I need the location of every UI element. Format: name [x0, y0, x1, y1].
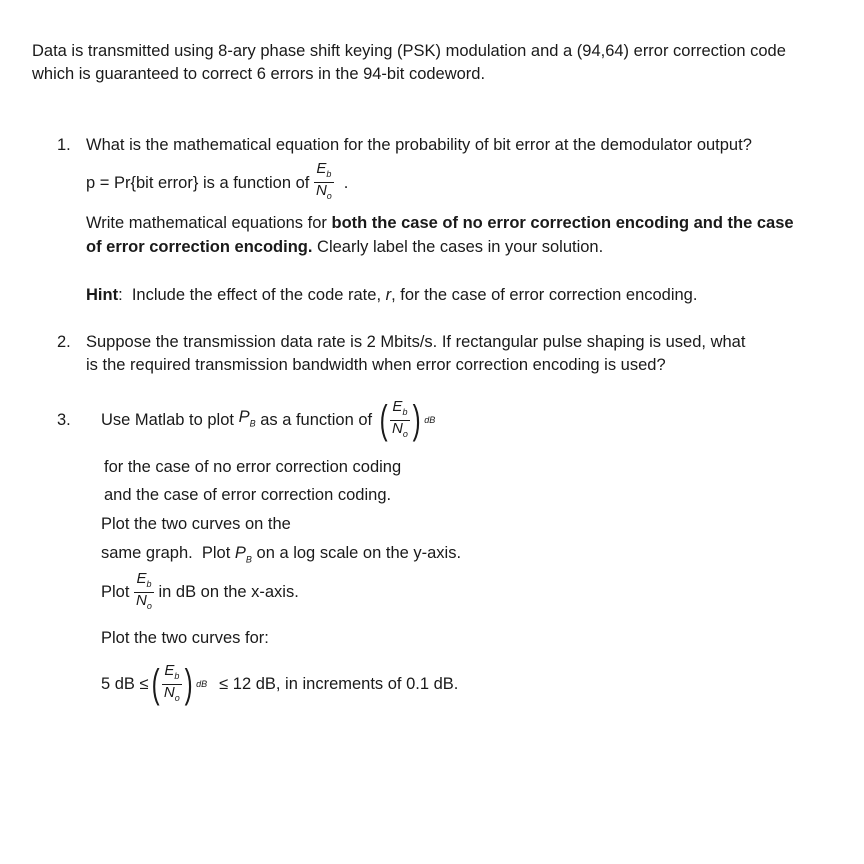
frac-num-sub: b — [326, 169, 332, 179]
right-paren: ) — [412, 398, 421, 442]
hint-var: r — [385, 286, 392, 304]
frac-den-sub: o — [174, 692, 180, 703]
frac-num: E — [392, 397, 403, 415]
hint-text-a: : Include the effect of the code rate, — [118, 286, 386, 304]
q2-line-1: Suppose the transmission data rate is 2 Mbits/s. If rectangular pulse shaping is used, what — [86, 333, 746, 351]
frac-num-sub: b — [402, 406, 408, 417]
frac-den: N — [163, 683, 175, 701]
frac-den: N — [136, 591, 147, 609]
q3-line5-a: same graph. Plot — [101, 544, 235, 562]
q3-line-3: and the case of error correction coding. — [104, 486, 392, 504]
q3-number: 3. — [57, 411, 71, 429]
q1-equation — [86, 161, 348, 204]
q1-write-bold-2: of error correction encoding. — [86, 238, 313, 256]
q1-hint — [86, 284, 697, 306]
q1-eq-end: . — [343, 173, 349, 192]
pb-symbol — [239, 406, 256, 434]
q1-write-bold-1: both the case of no error correction encoding and the case — [331, 214, 794, 232]
frac-den-sub: o — [326, 191, 332, 201]
db-subscript: dB — [196, 679, 208, 689]
q3-range — [101, 660, 458, 708]
frac-num: E — [136, 569, 147, 587]
q1-question: What is the mathematical equation for the probability of bit error at the demodulator output? — [86, 136, 752, 154]
intro-line-2: which is guaranteed to correct 6 errors in the 94-bit codeword. — [32, 65, 486, 83]
frac-num-sub: b — [174, 670, 180, 681]
q3-line5-b: on a log scale on the y-axis. — [251, 544, 462, 562]
q1-write-line-2 — [86, 236, 603, 258]
frac-num-sub: b — [146, 578, 152, 589]
q1-write-suffix: Clearly label the cases in your solution. — [312, 238, 604, 256]
q3-line-2: for the case of no error correction coding — [104, 458, 402, 476]
left-paren: ( — [379, 398, 388, 442]
frac-num: E — [316, 160, 327, 177]
q3-line1-a: Use Matlab to plot — [101, 411, 239, 429]
range-hi: ≤ 12 dB, in increments of 0.1 dB. — [219, 675, 459, 693]
hint-text-b: , for the case of error correction encoding. — [391, 286, 698, 304]
q3-line6-a: Plot — [101, 583, 135, 601]
q1-number: 1. — [57, 136, 71, 154]
eb-no-fraction — [314, 161, 334, 204]
q3-line-6 — [101, 569, 299, 612]
q1-write-line-1 — [86, 212, 794, 234]
left-paren: ( — [151, 662, 160, 706]
q1-write-prefix: Write mathematical equations for — [86, 214, 332, 232]
eb-no-fraction — [134, 571, 154, 614]
q3-line6-b: in dB on the x-axis. — [153, 583, 299, 601]
hint-label: Hint — [86, 286, 119, 304]
q3-line-4: Plot the two curves on the — [101, 515, 291, 533]
right-paren: ) — [184, 662, 193, 706]
frac-den-sub: o — [146, 600, 152, 611]
pb-sub: B — [249, 418, 256, 429]
range-lo: 5 dB ≤ — [101, 675, 149, 693]
q3-line-5 — [101, 542, 461, 570]
frac-den-sub: o — [402, 428, 408, 439]
pb-symbol — [234, 544, 252, 565]
q2-line-2: is the required transmission bandwidth when error correction encoding is used? — [86, 356, 666, 374]
frac-den: N — [315, 182, 327, 199]
q3-line-7: Plot the two curves for: — [101, 629, 269, 647]
q2-number: 2. — [57, 333, 71, 351]
eb-no-fraction — [390, 399, 410, 442]
q1-eq-lhs: p = Pr{bit error} — [86, 173, 199, 192]
eb-no-fraction — [162, 663, 182, 706]
pb-letter: P — [238, 407, 250, 426]
frac-den: N — [392, 419, 403, 437]
pb-letter: P — [234, 544, 246, 562]
q3-line-1 — [101, 396, 435, 444]
db-subscript: dB — [424, 415, 436, 425]
intro-line-1: Data is transmitted using 8-ary phase shift keying (PSK) modulation and a (94,64) error correction code — [32, 42, 786, 60]
q1-eq-mid: is a function of — [198, 173, 314, 192]
pb-sub: B — [245, 554, 252, 565]
frac-num: E — [164, 661, 175, 679]
q3-line1-b: as a function of — [255, 411, 377, 429]
